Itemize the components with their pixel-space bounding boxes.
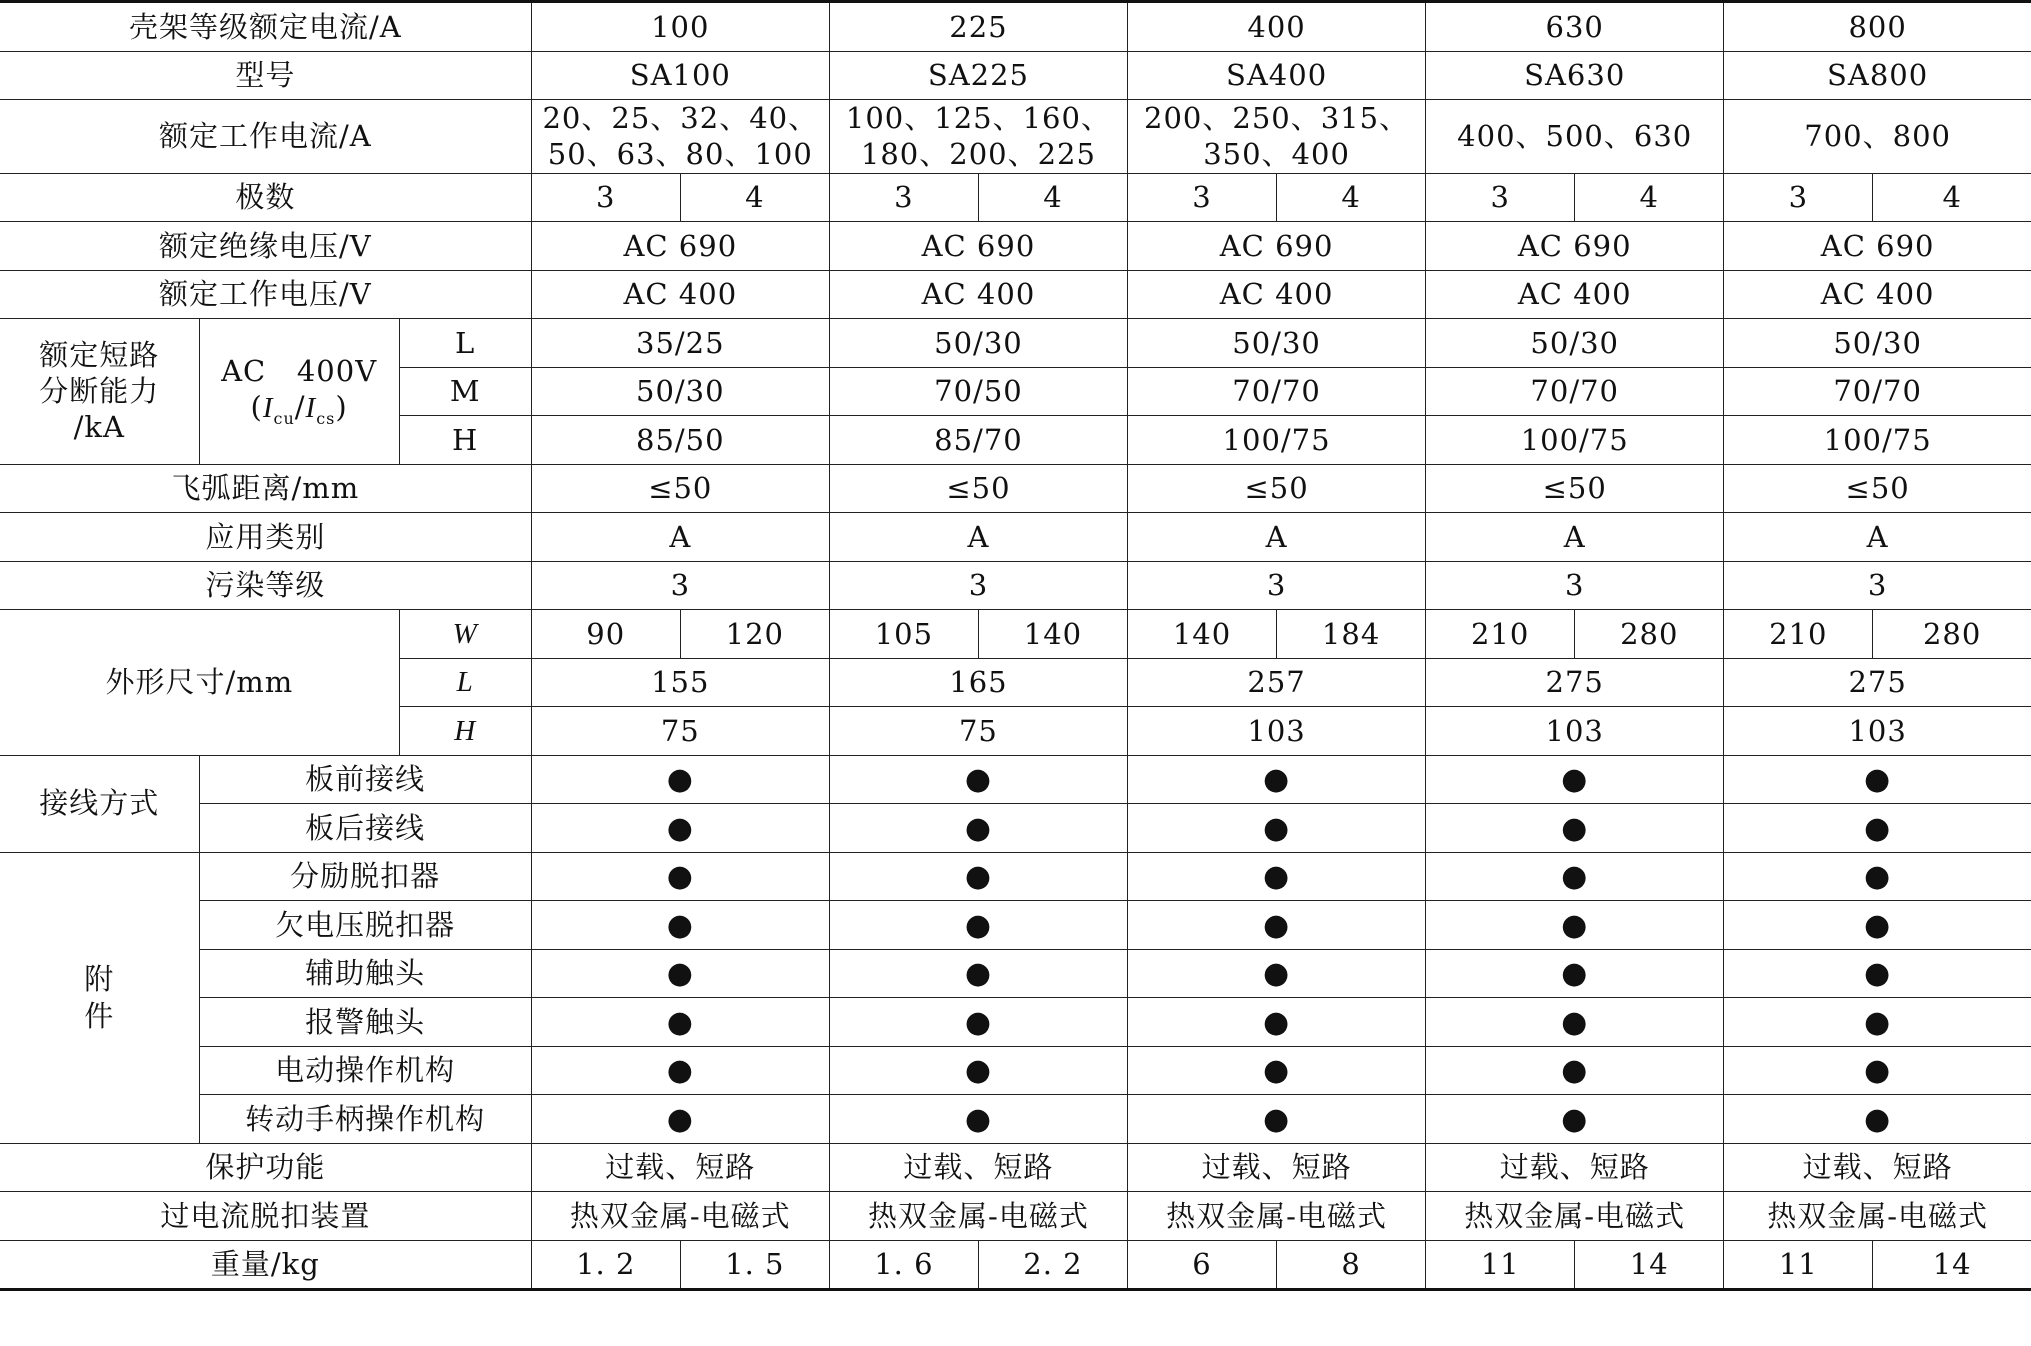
pollution-label: 污染等级 — [0, 561, 531, 610]
breaking-value: 50/30 — [829, 319, 1127, 368]
insulation-voltage-value: AC 690 — [1724, 222, 2031, 271]
weight-label: 重量/kg — [0, 1240, 531, 1290]
release-label: 过电流脱扣装置 — [0, 1192, 531, 1241]
protection-value: 过载、短路 — [829, 1143, 1127, 1192]
weight-value: 1. 6 — [829, 1240, 978, 1290]
breaking-value: 50/30 — [531, 367, 829, 416]
weight-value: 14 — [1575, 1240, 1724, 1290]
accessory-item-label: 辅助触头 — [199, 949, 531, 998]
model-value: SA400 — [1128, 51, 1426, 100]
breaking-condition — [199, 319, 399, 465]
dimension-l-value: 155 — [531, 658, 829, 707]
supported-dot-icon: ● — [1864, 1053, 1892, 1089]
rated-current-line: 20、25、32、40、 — [542, 101, 819, 135]
dimension-w-value: 120 — [680, 610, 829, 659]
insulation-voltage-value: AC 690 — [1426, 222, 1724, 271]
release-value: 热双金属-电磁式 — [1128, 1192, 1426, 1241]
supported-dot-icon: ● — [666, 907, 694, 943]
poles-value: 4 — [978, 173, 1127, 222]
breaking-value: 100/75 — [1724, 416, 2031, 465]
dimension-w-value: 140 — [978, 610, 1127, 659]
category-value: A — [531, 513, 829, 562]
pollution-value: 3 — [1128, 561, 1426, 610]
frame-current-value: 630 — [1426, 2, 1724, 52]
breaking-value: 35/25 — [531, 319, 829, 368]
working-voltage-value: AC 400 — [1724, 270, 2031, 319]
poles-value: 4 — [1575, 173, 1724, 222]
weight-value: 1. 5 — [680, 1240, 829, 1290]
accessory-row — [0, 1095, 2031, 1144]
insulation-voltage-value: AC 690 — [829, 222, 1127, 271]
frame-current-label: 壳架等级额定电流/A — [0, 2, 531, 52]
rated-current-value — [1128, 100, 1426, 174]
breaking-condition-line: AC 400V — [221, 354, 378, 389]
poles-value: 4 — [680, 173, 829, 222]
poles-row — [0, 173, 2031, 222]
supported-dot-icon: ● — [964, 1004, 993, 1040]
arc-distance-value: ≤50 — [829, 464, 1127, 513]
supported-dot-icon: ● — [666, 1053, 694, 1089]
supported-dot-icon: ● — [1561, 762, 1589, 798]
frame-current-value: 100 — [531, 2, 829, 52]
protection-label: 保护功能 — [0, 1143, 531, 1192]
poles-value: 4 — [1277, 173, 1426, 222]
supported-dot-icon: ● — [666, 810, 694, 846]
supported-dot-icon: ● — [1262, 1101, 1291, 1137]
supported-dot-icon: ● — [1262, 1053, 1291, 1089]
dimension-l-value: 275 — [1724, 658, 2031, 707]
supported-dot-icon: ● — [1864, 810, 1892, 846]
breaking-value: 70/70 — [1426, 367, 1724, 416]
model-value: SA800 — [1724, 51, 2031, 100]
arc-distance-value: ≤50 — [1724, 464, 2031, 513]
supported-dot-icon: ● — [964, 1053, 993, 1089]
release-row — [0, 1192, 2031, 1241]
poles-value: 3 — [1426, 173, 1575, 222]
pollution-value: 3 — [829, 561, 1127, 610]
pollution-value: 3 — [531, 561, 829, 610]
dimension-w-value: 280 — [1575, 610, 1724, 659]
pollution-row — [0, 561, 2031, 610]
dimension-h-value: 75 — [531, 707, 829, 756]
accessory-row — [0, 949, 2031, 998]
poles-value: 3 — [829, 173, 978, 222]
frame-current-value: 800 — [1724, 2, 2031, 52]
supported-dot-icon: ● — [1262, 907, 1291, 943]
supported-dot-icon: ● — [1561, 1004, 1589, 1040]
arc-distance-value: ≤50 — [1128, 464, 1426, 513]
breaking-capacity-label — [0, 319, 199, 465]
poles-value: 3 — [531, 173, 680, 222]
category-value: A — [1426, 513, 1724, 562]
rated-current-value — [1426, 100, 1724, 174]
release-value: 热双金属-电磁式 — [1426, 1192, 1724, 1241]
protection-value: 过载、短路 — [1426, 1143, 1724, 1192]
accessory-item-label: 分励脱扣器 — [199, 852, 531, 901]
weight-value: 8 — [1277, 1240, 1426, 1290]
dimension-h-value: 75 — [829, 707, 1127, 756]
supported-dot-icon: ● — [1864, 907, 1892, 943]
poles-value: 3 — [1128, 173, 1277, 222]
model-label: 型号 — [0, 51, 531, 100]
supported-dot-icon: ● — [1864, 956, 1892, 992]
supported-dot-icon: ● — [1561, 810, 1589, 846]
accessories-label-line: 附 — [84, 962, 115, 997]
wiring-row — [0, 804, 2031, 853]
supported-dot-icon: ● — [964, 907, 993, 943]
accessory-item-label: 电动操作机构 — [199, 1046, 531, 1095]
frame-current-value: 225 — [829, 2, 1127, 52]
protection-value: 过载、短路 — [1128, 1143, 1426, 1192]
rated-current-line: 180、200、225 — [860, 137, 1096, 172]
supported-dot-icon: ● — [1561, 907, 1589, 943]
supported-dot-icon: ● — [1262, 762, 1291, 798]
breaking-level-label: M — [399, 367, 531, 416]
working-voltage-value: AC 400 — [1128, 270, 1426, 319]
supported-dot-icon: ● — [964, 1101, 993, 1137]
release-value: 热双金属-电磁式 — [531, 1192, 829, 1241]
breaking-row — [0, 319, 2031, 368]
insulation-voltage-value: AC 690 — [531, 222, 829, 271]
supported-dot-icon: ● — [666, 1101, 694, 1137]
accessory-row — [0, 901, 2031, 950]
accessory-row — [0, 998, 2031, 1047]
breaking-level-label: H — [399, 416, 531, 465]
supported-dot-icon: ● — [1864, 1101, 1892, 1137]
working-voltage-value: AC 400 — [1426, 270, 1724, 319]
supported-dot-icon: ● — [964, 956, 993, 992]
category-value: A — [1128, 513, 1426, 562]
supported-dot-icon: ● — [1561, 956, 1589, 992]
arc-distance-label: 飞弧距离/mm — [0, 464, 531, 513]
dimension-w-value: 210 — [1426, 610, 1575, 659]
breaking-value: 50/30 — [1426, 319, 1724, 368]
working-voltage-row — [0, 270, 2031, 319]
poles-label: 极数 — [0, 173, 531, 222]
protection-value: 过载、短路 — [1724, 1143, 2031, 1192]
dimension-l-value: 165 — [829, 658, 1127, 707]
dimension-w-value: 280 — [1873, 610, 2031, 659]
breaking-value: 100/75 — [1426, 416, 1724, 465]
supported-dot-icon: ● — [666, 859, 694, 895]
breaking-value: 70/70 — [1128, 367, 1426, 416]
arc-distance-value: ≤50 — [1426, 464, 1724, 513]
dimension-w-value: 210 — [1724, 610, 1873, 659]
dimension-w-label: W — [399, 610, 531, 659]
insulation-voltage-label: 额定绝缘电压/V — [0, 222, 531, 271]
pollution-value: 3 — [1724, 561, 2031, 610]
poles-value: 3 — [1724, 173, 1873, 222]
weight-value: 2. 2 — [978, 1240, 1127, 1290]
model-value: SA630 — [1426, 51, 1724, 100]
breaking-value: 85/70 — [829, 416, 1127, 465]
supported-dot-icon: ● — [1262, 810, 1291, 846]
category-value: A — [1724, 513, 2031, 562]
weight-row — [0, 1240, 2031, 1290]
category-label: 应用类别 — [0, 513, 531, 562]
dimension-l-value: 275 — [1426, 658, 1724, 707]
dimension-w-row — [0, 610, 2031, 659]
category-value: A — [829, 513, 1127, 562]
dimension-w-value: 140 — [1128, 610, 1277, 659]
supported-dot-icon: ● — [1262, 956, 1291, 992]
breaking-value: 50/30 — [1724, 319, 2031, 368]
protection-value: 过载、短路 — [531, 1143, 829, 1192]
dimension-l-label: L — [399, 658, 531, 707]
model-value: SA225 — [829, 51, 1127, 100]
wiring-label: 接线方式 — [0, 755, 199, 852]
category-row — [0, 513, 2031, 562]
wiring-item-label: 板前接线 — [199, 755, 531, 804]
weight-value: 1. 2 — [531, 1240, 680, 1290]
poles-value: 4 — [1873, 173, 2031, 222]
accessory-row — [0, 852, 2031, 901]
rated-current-line: 400、500、630 — [1457, 119, 1693, 154]
supported-dot-icon: ● — [1262, 859, 1291, 895]
wiring-row — [0, 755, 2031, 804]
supported-dot-icon: ● — [964, 859, 993, 895]
accessories-label-line: 件 — [84, 998, 115, 1033]
accessory-row — [0, 1046, 2031, 1095]
rated-current-value — [829, 100, 1127, 174]
release-value: 热双金属-电磁式 — [829, 1192, 1127, 1241]
accessory-item-label: 欠电压脱扣器 — [199, 901, 531, 950]
wiring-item-label: 板后接线 — [199, 804, 531, 853]
breaking-label-line: 分断能力 — [39, 374, 160, 409]
breaking-value: 70/50 — [829, 367, 1127, 416]
rated-current-line: 200、250、315、 — [1144, 101, 1410, 135]
dimensions-label: 外形尺寸/mm — [0, 610, 399, 756]
frame-current-value: 400 — [1128, 2, 1426, 52]
accessory-item-label: 报警触头 — [199, 998, 531, 1047]
rated-current-row — [0, 100, 2031, 174]
header-row — [0, 2, 2031, 52]
supported-dot-icon: ● — [666, 762, 694, 798]
rated-current-label: 额定工作电流/A — [0, 100, 531, 174]
breaking-label-line: /kA — [73, 410, 125, 445]
accessories-label — [0, 852, 199, 1143]
supported-dot-icon: ● — [1864, 859, 1892, 895]
accessory-item-label: 转动手柄操作机构 — [199, 1095, 531, 1144]
weight-value: 6 — [1128, 1240, 1277, 1290]
dimension-h-label: H — [399, 707, 531, 756]
model-row — [0, 51, 2031, 100]
dimension-w-value: 105 — [829, 610, 978, 659]
supported-dot-icon: ● — [1864, 762, 1892, 798]
working-voltage-label: 额定工作电压/V — [0, 270, 531, 319]
working-voltage-value: AC 400 — [531, 270, 829, 319]
breaking-label-line: 额定短路 — [39, 337, 160, 372]
arc-distance-row — [0, 464, 2031, 513]
supported-dot-icon: ● — [666, 956, 694, 992]
dimension-h-value: 103 — [1128, 707, 1426, 756]
insulation-voltage-row — [0, 222, 2031, 271]
breaking-value: 70/70 — [1724, 367, 2031, 416]
supported-dot-icon: ● — [1864, 1004, 1892, 1040]
protection-row — [0, 1143, 2031, 1192]
weight-value: 14 — [1873, 1240, 2031, 1290]
dimension-l-value: 257 — [1128, 658, 1426, 707]
weight-value: 11 — [1426, 1240, 1575, 1290]
breaking-value: 100/75 — [1128, 416, 1426, 465]
dimension-w-value: 184 — [1277, 610, 1426, 659]
supported-dot-icon: ● — [964, 762, 993, 798]
breaking-condition-symbols: $(I_{cu}/I_{cs})$ — [250, 390, 348, 429]
dimension-h-value: 103 — [1724, 707, 2031, 756]
arc-distance-value: ≤50 — [531, 464, 829, 513]
model-value: SA100 — [531, 51, 829, 100]
release-value: 热双金属-电磁式 — [1724, 1192, 2031, 1241]
supported-dot-icon: ● — [666, 1004, 694, 1040]
insulation-voltage-value: AC 690 — [1128, 222, 1426, 271]
rated-current-line: 350、400 — [1203, 137, 1350, 172]
dimension-h-value: 103 — [1426, 707, 1724, 756]
supported-dot-icon: ● — [1561, 1101, 1589, 1137]
dimension-w-value: 90 — [531, 610, 680, 659]
supported-dot-icon: ● — [1561, 859, 1589, 895]
rated-current-line: 50、63、80、100 — [547, 137, 813, 172]
rated-current-line: 100、125、160、 — [845, 101, 1111, 135]
weight-value: 11 — [1724, 1240, 1873, 1290]
supported-dot-icon: ● — [1262, 1004, 1291, 1040]
breaking-value: 85/50 — [531, 416, 829, 465]
rated-current-line: 700、800 — [1804, 119, 1951, 154]
breaking-level-label: L — [399, 319, 531, 368]
supported-dot-icon: ● — [964, 810, 993, 846]
rated-current-value — [1724, 100, 2031, 174]
supported-dot-icon: ● — [1561, 1053, 1589, 1089]
working-voltage-value: AC 400 — [829, 270, 1127, 319]
rated-current-value — [531, 100, 829, 174]
breaking-value: 50/30 — [1128, 319, 1426, 368]
pollution-value: 3 — [1426, 561, 1724, 610]
